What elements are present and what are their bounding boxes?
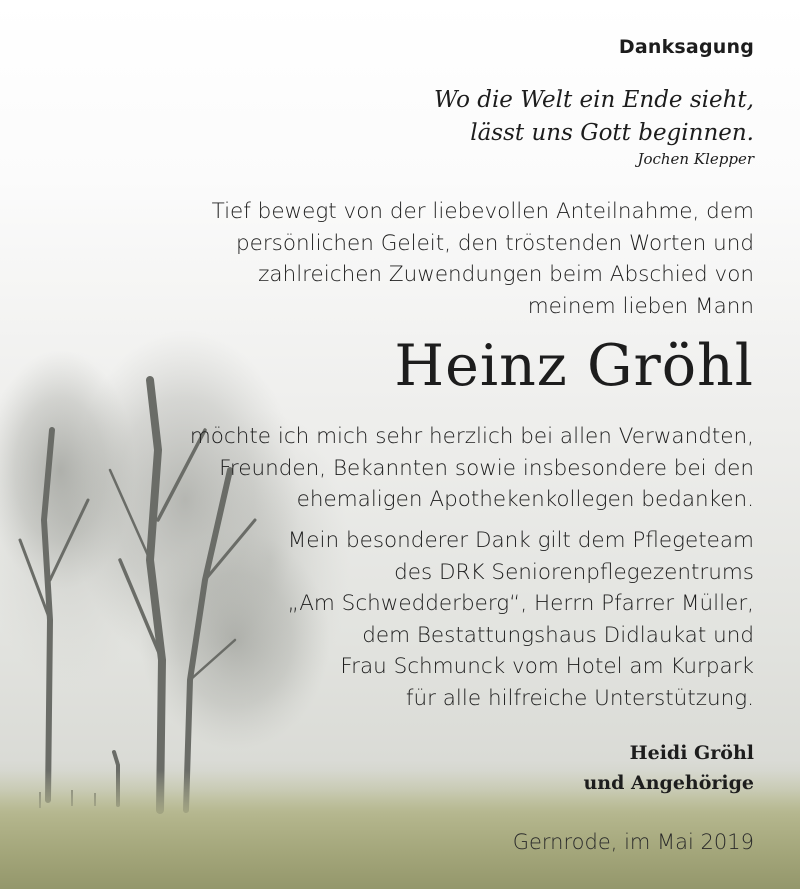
- place-date: Gernrode, im Mai 2019: [512, 830, 754, 854]
- text-line: meinem lieben Mann: [527, 293, 754, 319]
- notice-heading: Danksagung: [618, 36, 754, 58]
- text-line: zahlreichen Zuwendungen beim Abschied von: [258, 262, 754, 287]
- text-line: Freunden, Bekannten sowie insbesondere bei den: [219, 455, 754, 481]
- signer-relatives: und Angehörige: [583, 772, 754, 794]
- text-line: des DRK Seniorenpflegezentrums: [394, 559, 754, 585]
- special-thanks-paragraph: [288, 525, 754, 714]
- text-line: Tief bewegt von der liebevollen Anteilnahme, dem: [211, 199, 754, 224]
- text-line: dem Bestattungshaus Didlaukat und: [362, 622, 754, 648]
- intro-paragraph: [212, 196, 754, 322]
- text-line: möchte ich mich sehr herzlich bei allen Verwandten,: [189, 424, 754, 449]
- quote: [434, 84, 754, 150]
- text-line: für alle hilfreiche Unterstützung.: [405, 685, 754, 711]
- text-line: ehemaligen Apothekenkollegen bedanken.: [296, 487, 754, 512]
- text-line: persönlichen Geleit, den tröstenden Worten und: [235, 230, 754, 256]
- text-line: Mein besonderer Dank gilt dem Pflegeteam: [287, 528, 754, 553]
- quote-author: Jochen Klepper: [637, 150, 754, 168]
- text-line: Frau Schmunck vom Hotel am Kurpark: [340, 654, 754, 679]
- deceased-name: Heinz Gröhl: [394, 333, 754, 399]
- signer-name: Heidi Gröhl: [629, 742, 754, 764]
- text-line: „Am Schwedderberg“, Herrn Pfarrer Müller,: [287, 591, 754, 616]
- quote-line: Wo die Welt ein Ende sieht,: [433, 87, 754, 113]
- quote-line: lässt uns Gott beginnen.: [470, 120, 754, 146]
- thanks-paragraph: [190, 421, 754, 516]
- signers: [583, 738, 754, 798]
